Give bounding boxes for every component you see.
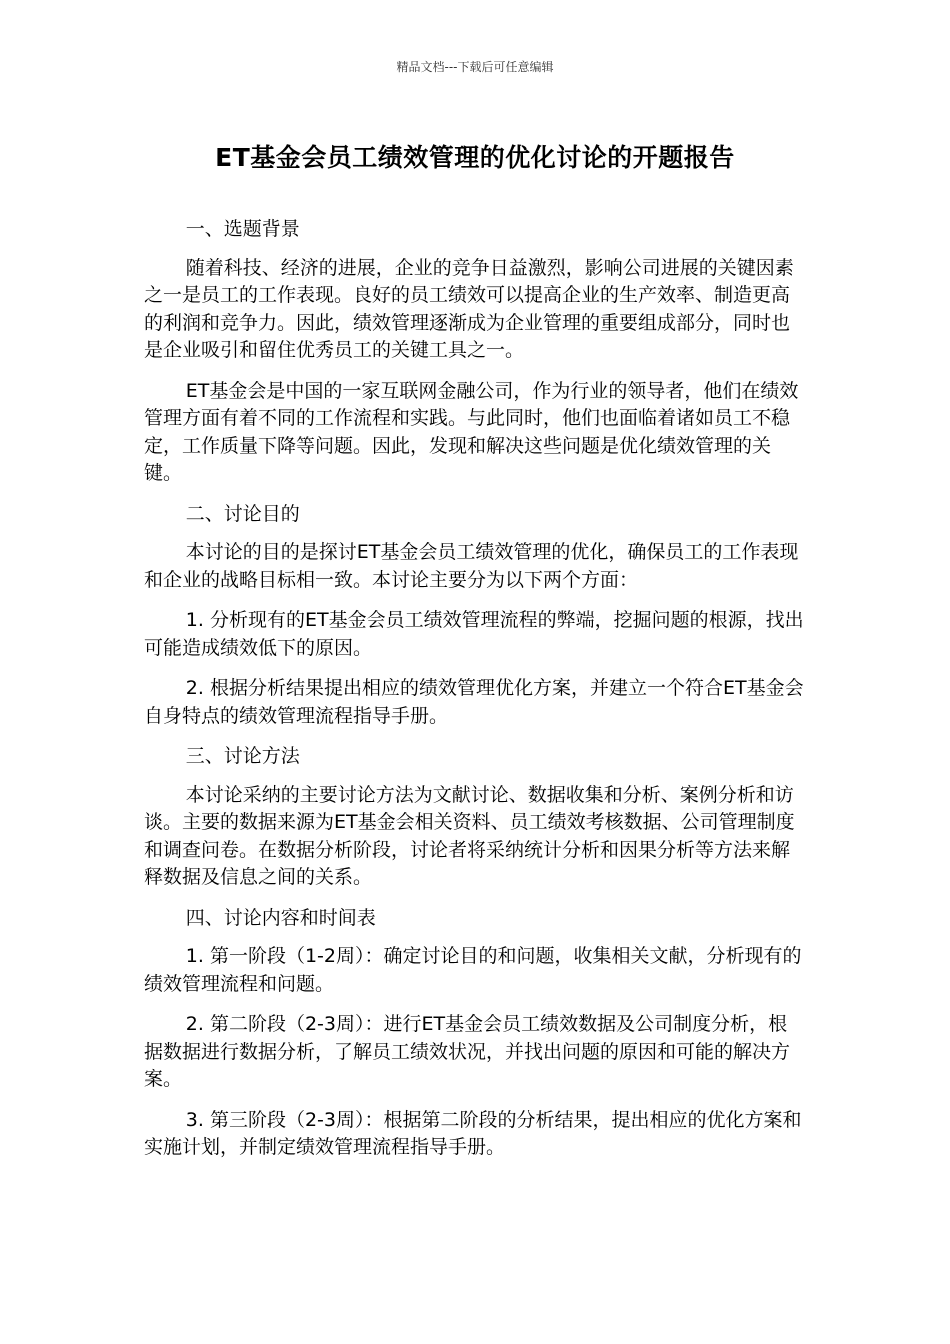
paragraph: 随着科技、经济的进展，企业的竞争日益激烈，影响公司进展的关键因素之一是员工的工作表现。良好的员工绩效可以提高企业的生产效率、制造更高的利润和竞争力。因此，绩效管理逐渐成为企业管理的重要组成部分，同时也是企业吸引和留住优秀员工的关键工具之一。	[144, 256, 794, 361]
section-heading-purpose: 二、讨论目的	[185, 502, 300, 525]
list-item: 2. 根据分析结果提出相应的绩效管理优化方案，并建立一个符合ET基金会自身特点的绩效管理流程指导手册。	[144, 677, 804, 727]
page-header-watermark: 精品文档---下载后可任意编辑	[396, 60, 554, 74]
list-item: 3. 第三阶段（2-3周）：根据第二阶段的分析结果，提出相应的优化方案和实施计划，并制定绩效管理流程指导手册。	[144, 1108, 802, 1158]
document-title: ET基金会员工绩效管理的优化讨论的开题报告	[215, 143, 735, 172]
list-item: 1. 第一阶段（1-2周）：确定讨论目的和问题，收集相关文献，分析现有的绩效管理流程和问题。	[144, 945, 802, 995]
section-heading-schedule: 四、讨论内容和时间表	[185, 906, 376, 929]
section-heading-background: 一、选题背景	[185, 218, 300, 240]
paragraph: 本讨论采纳的主要讨论方法为文献讨论、数据收集和分析、案例分析和访谈。主要的数据来源为ET基金会相关资料、员工绩效考核数据、公司管理制度和调查问卷。在数据分析阶段，讨论者将采纳统计分析和因果分析等方法来解释数据及信息之间的关系。	[144, 783, 795, 888]
section-heading-method: 三、讨论方法	[185, 745, 300, 767]
document-body	[144, 216, 806, 1175]
paragraph: ET基金会是中国的一家互联网金融公司，作为行业的领导者，他们在绩效管理方面有着不同的工作流程和实践。与此同时，他们也面临着诸如员工不稳定，工作质量下降等问题。因此，发现和解决这些问题是优化绩效管理的关键。	[144, 379, 799, 484]
list-item: 1. 分析现有的ET基金会员工绩效管理流程的弊端，挖掘问题的根源，找出可能造成绩效低下的原因。	[144, 609, 804, 659]
paragraph: 本讨论的目的是探讨ET基金会员工绩效管理的优化，确保员工的工作表现和企业的战略目标相一致。本讨论主要分为以下两个方面：	[144, 541, 799, 591]
list-item: 2. 第二阶段（2-3周）：进行ET基金会员工绩效数据及公司制度分析，根据数据进行数据分析，了解员工绩效状况，并找出问题的原因和可能的解决方案。	[144, 1013, 791, 1090]
